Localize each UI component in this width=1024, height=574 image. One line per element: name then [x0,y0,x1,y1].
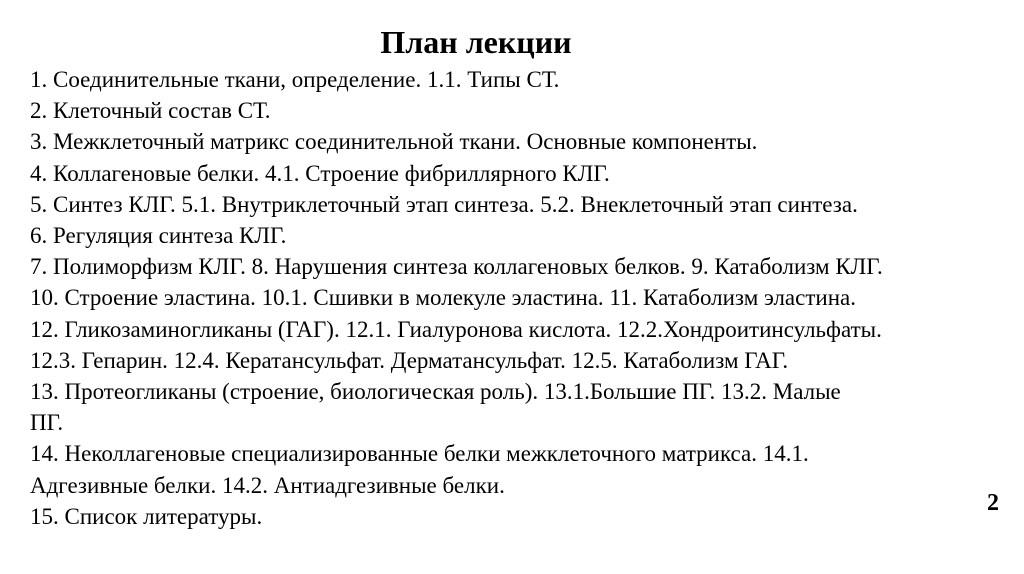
page-number: 2 [987,490,999,516]
plan-line: 5. Синтез КЛГ. 5.1. Внутриклеточный этап синтеза. 5.2. Внеклеточный этап синтеза. [30,191,858,217]
plan-line: 2. Клеточный состав СТ. [30,98,271,124]
plan-line: 6. Регуляция синтеза КЛГ. [30,223,287,249]
lecture-plan-list [30,64,990,532]
plan-line: 13. Протеогликаны (строение, биологическая роль). 13.1.Большие ПГ. 13.2. Малые [30,379,841,405]
plan-line: Адгезивные белки. 14.2. Антиадгезивные белки. [30,472,505,498]
plan-line: 4. Коллагеновые белки. 4.1. Строение фибриллярного КЛГ. [30,160,610,186]
slide-title: План лекции [380,24,572,60]
plan-line: 14. Неколлагеновые специализированные белки межклеточного матрикса. 14.1. [30,441,809,467]
plan-line: ПГ. [30,410,64,436]
plan-line: 1. Соединительные ткани, определение. 1.1. Типы СТ. [30,67,560,92]
plan-line: 12. Гликозаминогликаны (ГАГ). 12.1. Гиалуронова кислота. 12.2.Хондроитинсульфаты. [30,316,882,342]
plan-line: 10. Строение эластина. 10.1. Сшивки в молекуле эластина. 11. Катаболизм эластина. [30,285,856,311]
plan-line: 7. Полиморфизм КЛГ. 8. Нарушения синтеза коллагеновых белков. 9. Катаболизм КЛГ. [30,254,883,280]
plan-line: 3. Межклеточный матрикс соединительной ткани. Основные компоненты. [30,129,758,155]
plan-line: 12.3. Гепарин. 12.4. Кератансульфат. Дерматансульфат. 12.5. Катаболизм ГАГ. [30,347,789,373]
plan-line: 15. Список литературы. [30,503,263,529]
